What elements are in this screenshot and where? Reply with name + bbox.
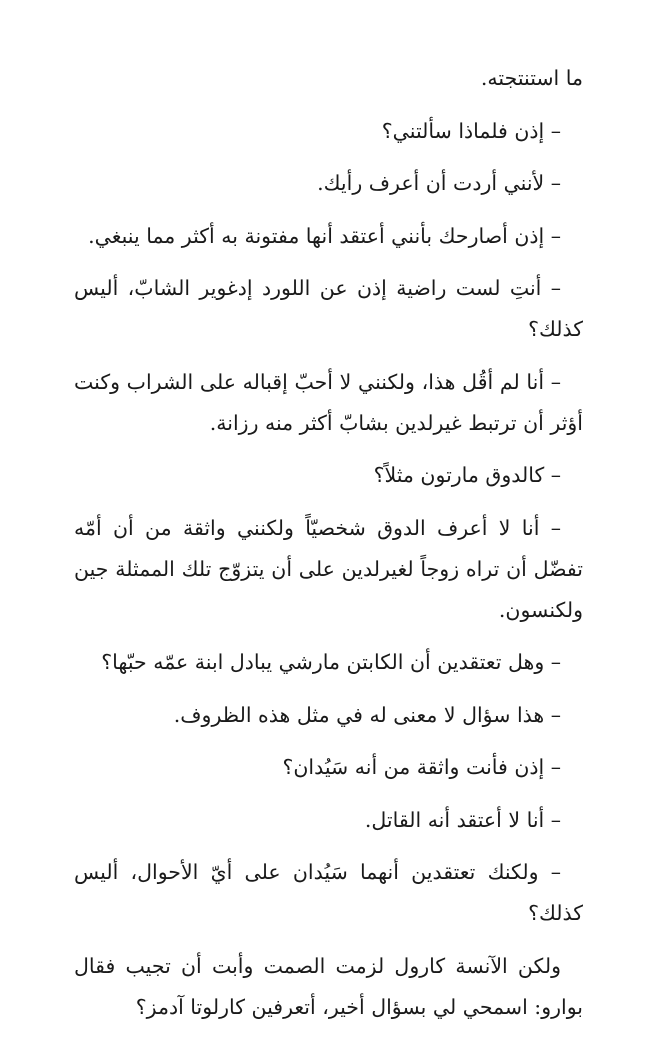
- dialogue-line: – وهل تعتقدين أن الكابتن مارشي يبادل ابنة عمّه حبّها؟: [101, 650, 561, 674]
- dialogue-line: – إذن فلماذا سألتني؟: [381, 118, 561, 143]
- dialogue-line: – ولكنك تعتقدين أنهما سَيُدان على أيّ الأحوال، أليس كذلك؟: [74, 860, 583, 925]
- dialogue-line: – لأنني أردت أن أعرف رأيك.: [317, 171, 561, 195]
- dialogue-line: – أنا لم أقُل هذا، ولكنني لا أحبّ إقباله على الشراب وكنت أؤثر أن ترتبط غيرلدين بشابّ أكثر منه رزانة.: [74, 369, 583, 435]
- book-page-text: [74, 58, 583, 1039]
- dialogue-line: – كالدوق مارتون مثلاً؟: [373, 463, 561, 487]
- dialogue-line: – هذا سؤال لا معنى له في مثل هذه الظروف.: [173, 702, 561, 727]
- narrative-paragraph: ولكن الآنسة كارول لزمت الصمت وأبت أن تجيب فقال بوارو: اسمحي لي بسؤال أخير، أتعرفين كارلوتا آدمز؟: [74, 953, 583, 1019]
- paragraph-continuation: ما استنتجته.: [480, 66, 583, 90]
- dialogue-line: – أنا لا أعرف الدوق شخصيّاً ولكنني واثقة من أن أمّه تفضّل أن تراه زوجاً لغيرلدين على أن يتزوّج تلك الممثلة جين ولكنسون.: [74, 515, 583, 622]
- dialogue-line: – إذن فأنت واثقة من أنه سَيُدان؟: [282, 755, 561, 779]
- dialogue-line: – إذن أصارحك بأنني أعتقد أنها مفتونة به أكثر مما ينبغي.: [88, 223, 561, 248]
- dialogue-line: – أنتِ لست راضية إذن عن اللورد إدغوير الشابّ، أليس كذلك؟: [74, 276, 583, 341]
- dialogue-line: – أنا لا أعتقد أنه القاتل.: [364, 807, 561, 832]
